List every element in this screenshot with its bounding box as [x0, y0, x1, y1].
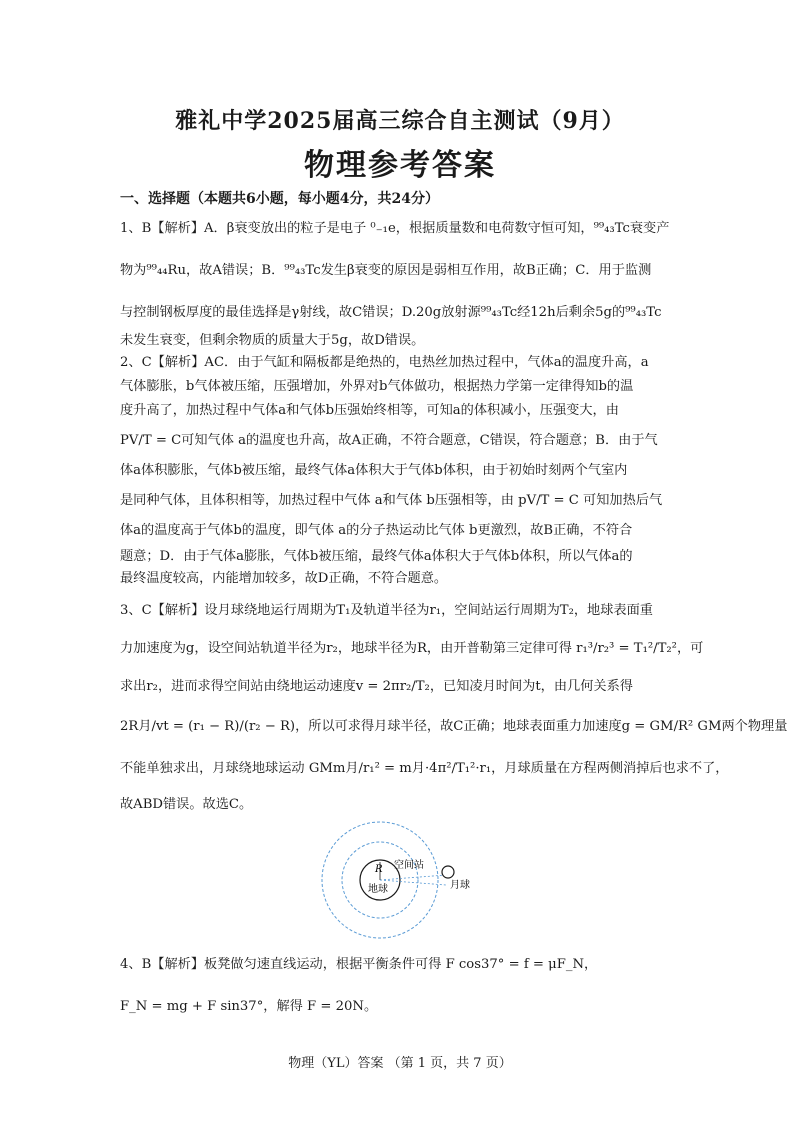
answer-3-line-5: 不能单独求出，月球绕地球运动 GMm月/r₁² = m月·4π²/T₁²·r₁，月球质量在方程两侧消掉后也求不了，	[120, 761, 729, 776]
radius-label: R	[375, 864, 383, 875]
answer-3-line-2: 力加速度为g，设空间站轨道半径为r₂，地球半径为R，由开普勒第三定律可得 r₁³/r₂³ = T₁²/T₂²，可	[120, 641, 704, 656]
answer-2-line-2: 气体膨胀，b气体被压缩，压强增加，外界对b气体做功，根据热力学第一定律得知b的温	[120, 379, 634, 394]
answer-2-line-6: 是同种气体，且体积相等，加热过程中气体 a和气体 b压强相等，由 pV/T = C 可知加热后气	[120, 493, 663, 508]
answer-2-line-9: 最终温度较高，内能增加较多，故D正确，不符合题意。	[120, 571, 448, 586]
orbit-diagram	[320, 820, 480, 940]
answer-3-line-6: 故ABD错误。故选C。	[120, 797, 253, 812]
answer-2-line-3: 度升高了，加热过程中气体a和气体b压强始终相等，可知a的体积减小，压强变大，由	[120, 403, 619, 418]
answer-2-line-5: 体a体积膨胀，气体b被压缩，最终气体a体积大于气体b体积，由于初始时刻两个气室内	[120, 463, 628, 478]
answer-1-line-4: 未发生衰变，但剩余物质的质量大于5g，故D错误。	[120, 333, 425, 348]
earth-label: 地球	[368, 884, 388, 895]
answer-3-line-3: 求出r₂，进而求得空间站由绕地运动速度v = 2πr₂/T₂，已知凌月时间为t，由几何关系得	[120, 679, 633, 694]
answer-3-line-4: 2R月/vt = (r₁ − R)/(r₂ − R)，所以可求得月球半径，故C正确；地球表面重力加速度g = GM/R² GM两个物理量	[120, 719, 788, 734]
answer-2-line-7: 体a的温度高于气体b的温度，即气体 a的分子热运动比气体 b更激烈，故B正确，不符合	[120, 523, 633, 538]
answer-4-line-1: 4、B【解析】板凳做匀速直线运动，根据平衡条件可得 F cos37° = f = μF_N，	[120, 957, 598, 972]
answer-2-line-1: 2、C【解析】AC．由于气缸和隔板都是绝热的，电热丝加热过程中，气体a的温度升高，a	[120, 355, 649, 370]
answer-2-line-4: PV/T = C可知气体 a的温度也升高，故A正确，不符合题意，C错误，符合题意；B．由于气	[120, 433, 658, 448]
answer-1-line-1: 1、B【解析】A．β衰变放出的粒子是电子 ⁰₋₁e，根据质量数和电荷数守恒可知，⁹⁹₄₃Tc衰变产	[120, 221, 670, 236]
page-footer: 物理（YL）答案 （第 1 页，共 7 页）	[288, 1056, 512, 1071]
answer-1-line-2: 物为⁹⁹₄₄Ru，故A错误；B．⁹⁹₄₃Tc发生β衰变的原因是弱相互作用，故B正确；C．用于监测	[120, 263, 652, 278]
moon-circle	[442, 866, 454, 878]
moon-label: 月球	[450, 880, 470, 891]
orbit-diagram-svg	[320, 820, 480, 940]
page-title: 物理参考答案	[304, 148, 496, 183]
answer-2-line-8: 题意；D．由于气体a膨胀，气体b被压缩，最终气体a体积大于气体b体积，所以气体a的	[120, 549, 633, 564]
exam-title: 雅礼中学2025届高三综合自主测试（9月）	[175, 108, 625, 134]
answer-3-line-1: 3、C【解析】设月球绕地运行周期为T₁及轨道半径为r₁，空间站运行周期为T₂，地球表面重	[120, 603, 653, 618]
answer-1-line-3: 与控制钢板厚度的最佳选择是γ射线，故C错误；D.20g放射源⁹⁹₄₃Tc经12h后剩余5g的⁹⁹₄₃Tc	[120, 305, 662, 320]
station-label: 空间站	[394, 860, 424, 871]
section-heading: 一、选择题（本题共6小题，每小题4分，共24分）	[120, 191, 439, 207]
answer-4-line-2: F_N = mg + F sin37°，解得 F = 20N。	[120, 999, 378, 1014]
